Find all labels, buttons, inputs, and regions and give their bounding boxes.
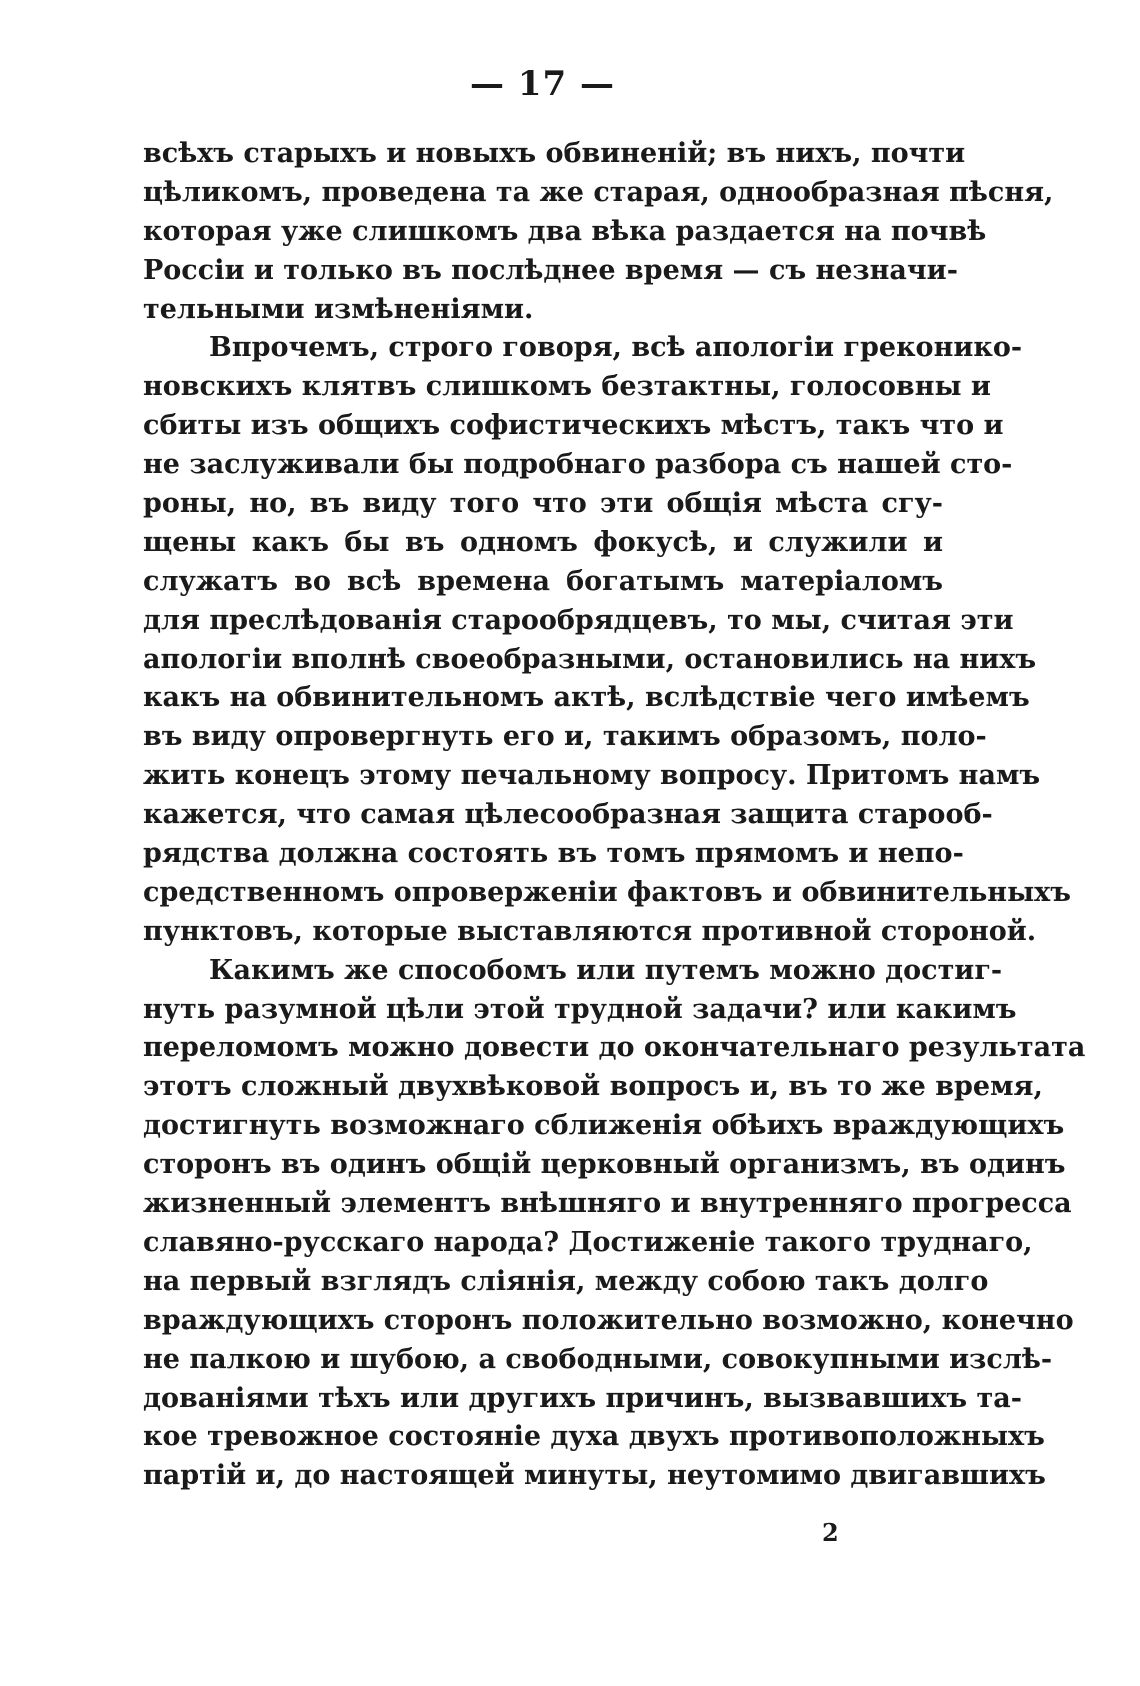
text-line: нуть разумной цѣли этой трудной задачи? или какимъ <box>143 993 1017 1025</box>
text-line: жизненный элементъ внѣшняго и внутренняго прогресса <box>143 1188 1072 1220</box>
text-line: не палкою и шубою, а свободными, совокупными изслѣ- <box>143 1343 1053 1375</box>
text-line: сторонъ въ одинъ общій церковный организмъ, въ одинъ <box>143 1149 1066 1181</box>
text-line: всѣхъ старыхъ и новыхъ обвиненій; въ нихъ, почти <box>143 138 966 169</box>
text-line: переломомъ можно довести до окончательнаго результата <box>143 1032 1086 1064</box>
text-line: въ виду опровергнуть его и, такимъ образомъ, поло- <box>143 721 987 753</box>
text-line: кое тревожное состояніе духа двухъ противоположныхъ <box>143 1421 1045 1453</box>
body-text <box>143 135 1086 1496</box>
text-line: для преслѣдованія старообрядцевъ, то мы, считая эти <box>143 604 1014 636</box>
text-line: жить конецъ этому печальному вопросу. Притомъ намъ <box>143 760 1041 792</box>
text-line: цѣликомъ, проведена та же старая, однообразная пѣсня, <box>143 176 1054 208</box>
text-line: щены какъ бы въ одномъ фокусѣ, и служили и <box>143 526 943 558</box>
text-line: кажется, что самая цѣлесообразная защита старооб- <box>143 799 993 831</box>
text-line: новскихъ клятвъ слишкомъ безтактны, голосовны и <box>143 371 991 403</box>
text-line: которая уже слишкомъ два вѣка раздается на почвѣ <box>143 215 987 247</box>
text-line: пунктовъ, которые выставляются противной стороной. <box>143 915 1037 947</box>
text-line: не заслуживали бы подробнаго разбора съ нашей сто- <box>143 449 1013 481</box>
text-line: на первый взглядъ сліянія, между собою такъ долго <box>143 1265 989 1297</box>
text-line: рядства должна состоять въ томъ прямомъ и непо- <box>143 838 964 870</box>
text-line: средственномъ опроверженіи фактовъ и обвинительныхъ <box>143 876 1071 908</box>
text-line: славяно-русскаго народа? Достиженіе такого труднаго, <box>143 1226 1033 1258</box>
text-line: партій и, до настоящей минуты, неутомимо двигавшихъ <box>143 1460 1046 1492</box>
text-line: Россіи и только въ послѣднее время — съ незначи- <box>143 254 958 286</box>
text-line: дованіями тѣхъ или другихъ причинъ, вызвавшихъ та- <box>143 1382 1022 1414</box>
text-line: тельными измѣненіями. <box>143 293 534 325</box>
page-number: — 17 — <box>470 64 615 104</box>
text-line: Какимъ же способомъ или путемъ можно достиг- <box>209 954 1003 986</box>
text-line: сбиты изъ общихъ софистическихъ мѣстъ, такъ что и <box>143 410 1004 442</box>
text-line: Впрочемъ, строго говоря, всѣ апологіи греконико- <box>209 332 1023 364</box>
text-line: достигнуть возможнаго сближенія обѣихъ враждующихъ <box>143 1110 1065 1142</box>
signature-mark: 2 <box>822 1518 839 1547</box>
text-line: роны, но, въ виду того что эти общія мѣста сгу- <box>143 488 943 520</box>
text-line: какъ на обвинительномъ актѣ, вслѣдствіе чего имѣемъ <box>143 682 1030 714</box>
text-line: этотъ сложный двухвѣковой вопросъ и, въ то же время, <box>143 1071 1043 1103</box>
text-line: враждующихъ сторонъ положительно возможно, конечно <box>143 1304 1074 1336</box>
text-line: апологіи вполнѣ своеобразными, остановились на нихъ <box>143 643 1037 675</box>
text-line: служатъ во всѣ времена богатымъ матеріаломъ <box>143 565 943 597</box>
